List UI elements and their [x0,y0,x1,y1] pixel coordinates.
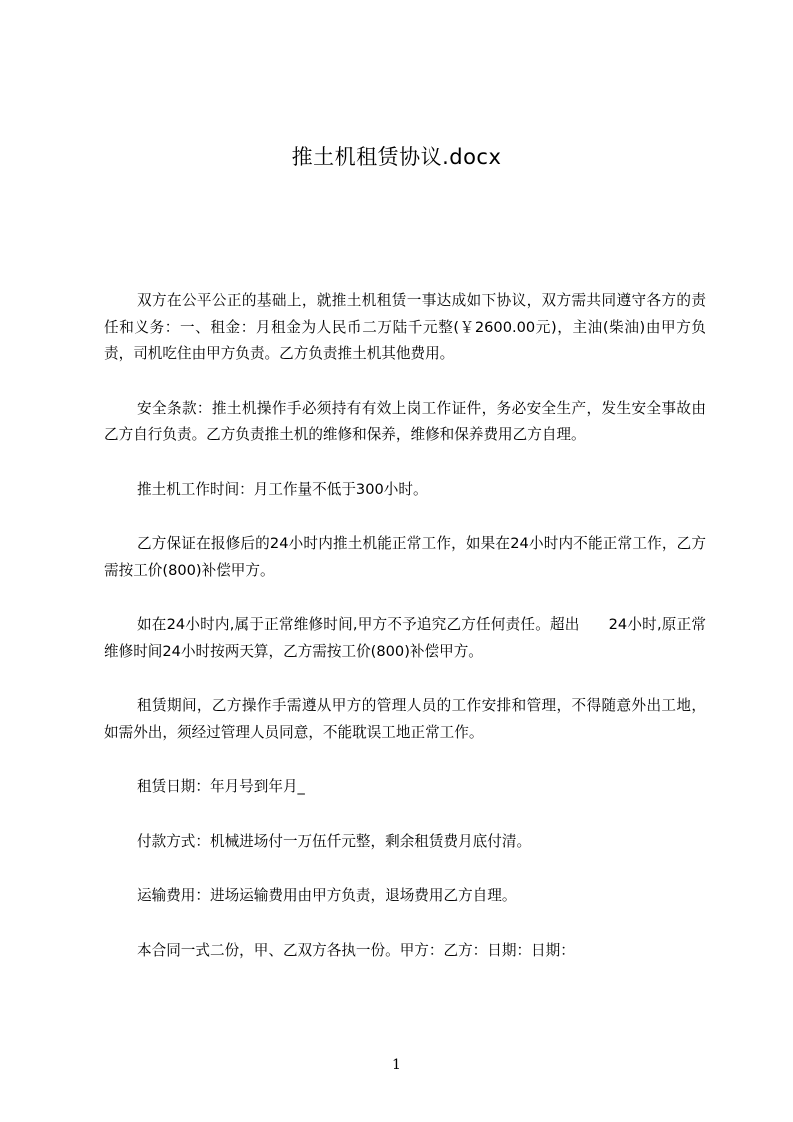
paragraph-rent-terms: 双方在公平公正的基础上，就推土机租赁一事达成如下协议，双方需共同遵守各方的责任和义务：一、租金：月租金为人民币二万陆千元整(￥2600.00元)，主油(柴油)由甲方负责，司机吃住由甲方负责。乙方负责推土机其他费用。 [104,292,706,362]
page-number: 1 [392,1057,401,1073]
paragraph-repair-guarantee: 乙方保证在报修后的24小时内推土机能正常工作，如果在24小时内不能正常工作，乙方需按工价(800)补偿甲方。 [104,535,706,579]
paragraph-working-hours: 推土机工作时间：月工作量不低于300小时。 [137,480,428,498]
document-body [104,288,706,992]
paragraph-lease-dates: 租赁日期：年月号到年月_ [137,778,305,795]
paragraph-operator-management: 租赁期间，乙方操作手需遵从甲方的管理人员的工作安排和管理，不得随意外出工地，如需外出，须经过管理人员同意，不能耽误工地正常工作。 [104,697,706,741]
paragraph-signatures: 本合同一式二份，甲、乙双方各执一份。甲方：乙方：日期：日期： [137,941,575,959]
paragraph-safety-terms: 安全条款：推土机操作手必须持有有效上岗工作证件，务必安全生产，发生安全事故由乙方自行负责。乙方负责推土机的维修和保养，维修和保养费用乙方自理。 [104,399,706,443]
paragraph-transport-costs: 运输费用：进场运输费用由甲方负责，退场费用乙方自理。 [137,887,517,904]
paragraph-payment-method: 付款方式：机械进场付一万伍仟元整，剩余租赁费月底付清。 [137,832,532,850]
paragraph-repair-overtime: 如在24小时内,属于正常维修时间,甲方不予追究乙方任何责任。超出 24小时,原正常维修时间24小时按两天算，乙方需按工价(800)补偿甲方。 [104,616,706,660]
document-title: 推土机租赁协议.docx [291,145,502,169]
